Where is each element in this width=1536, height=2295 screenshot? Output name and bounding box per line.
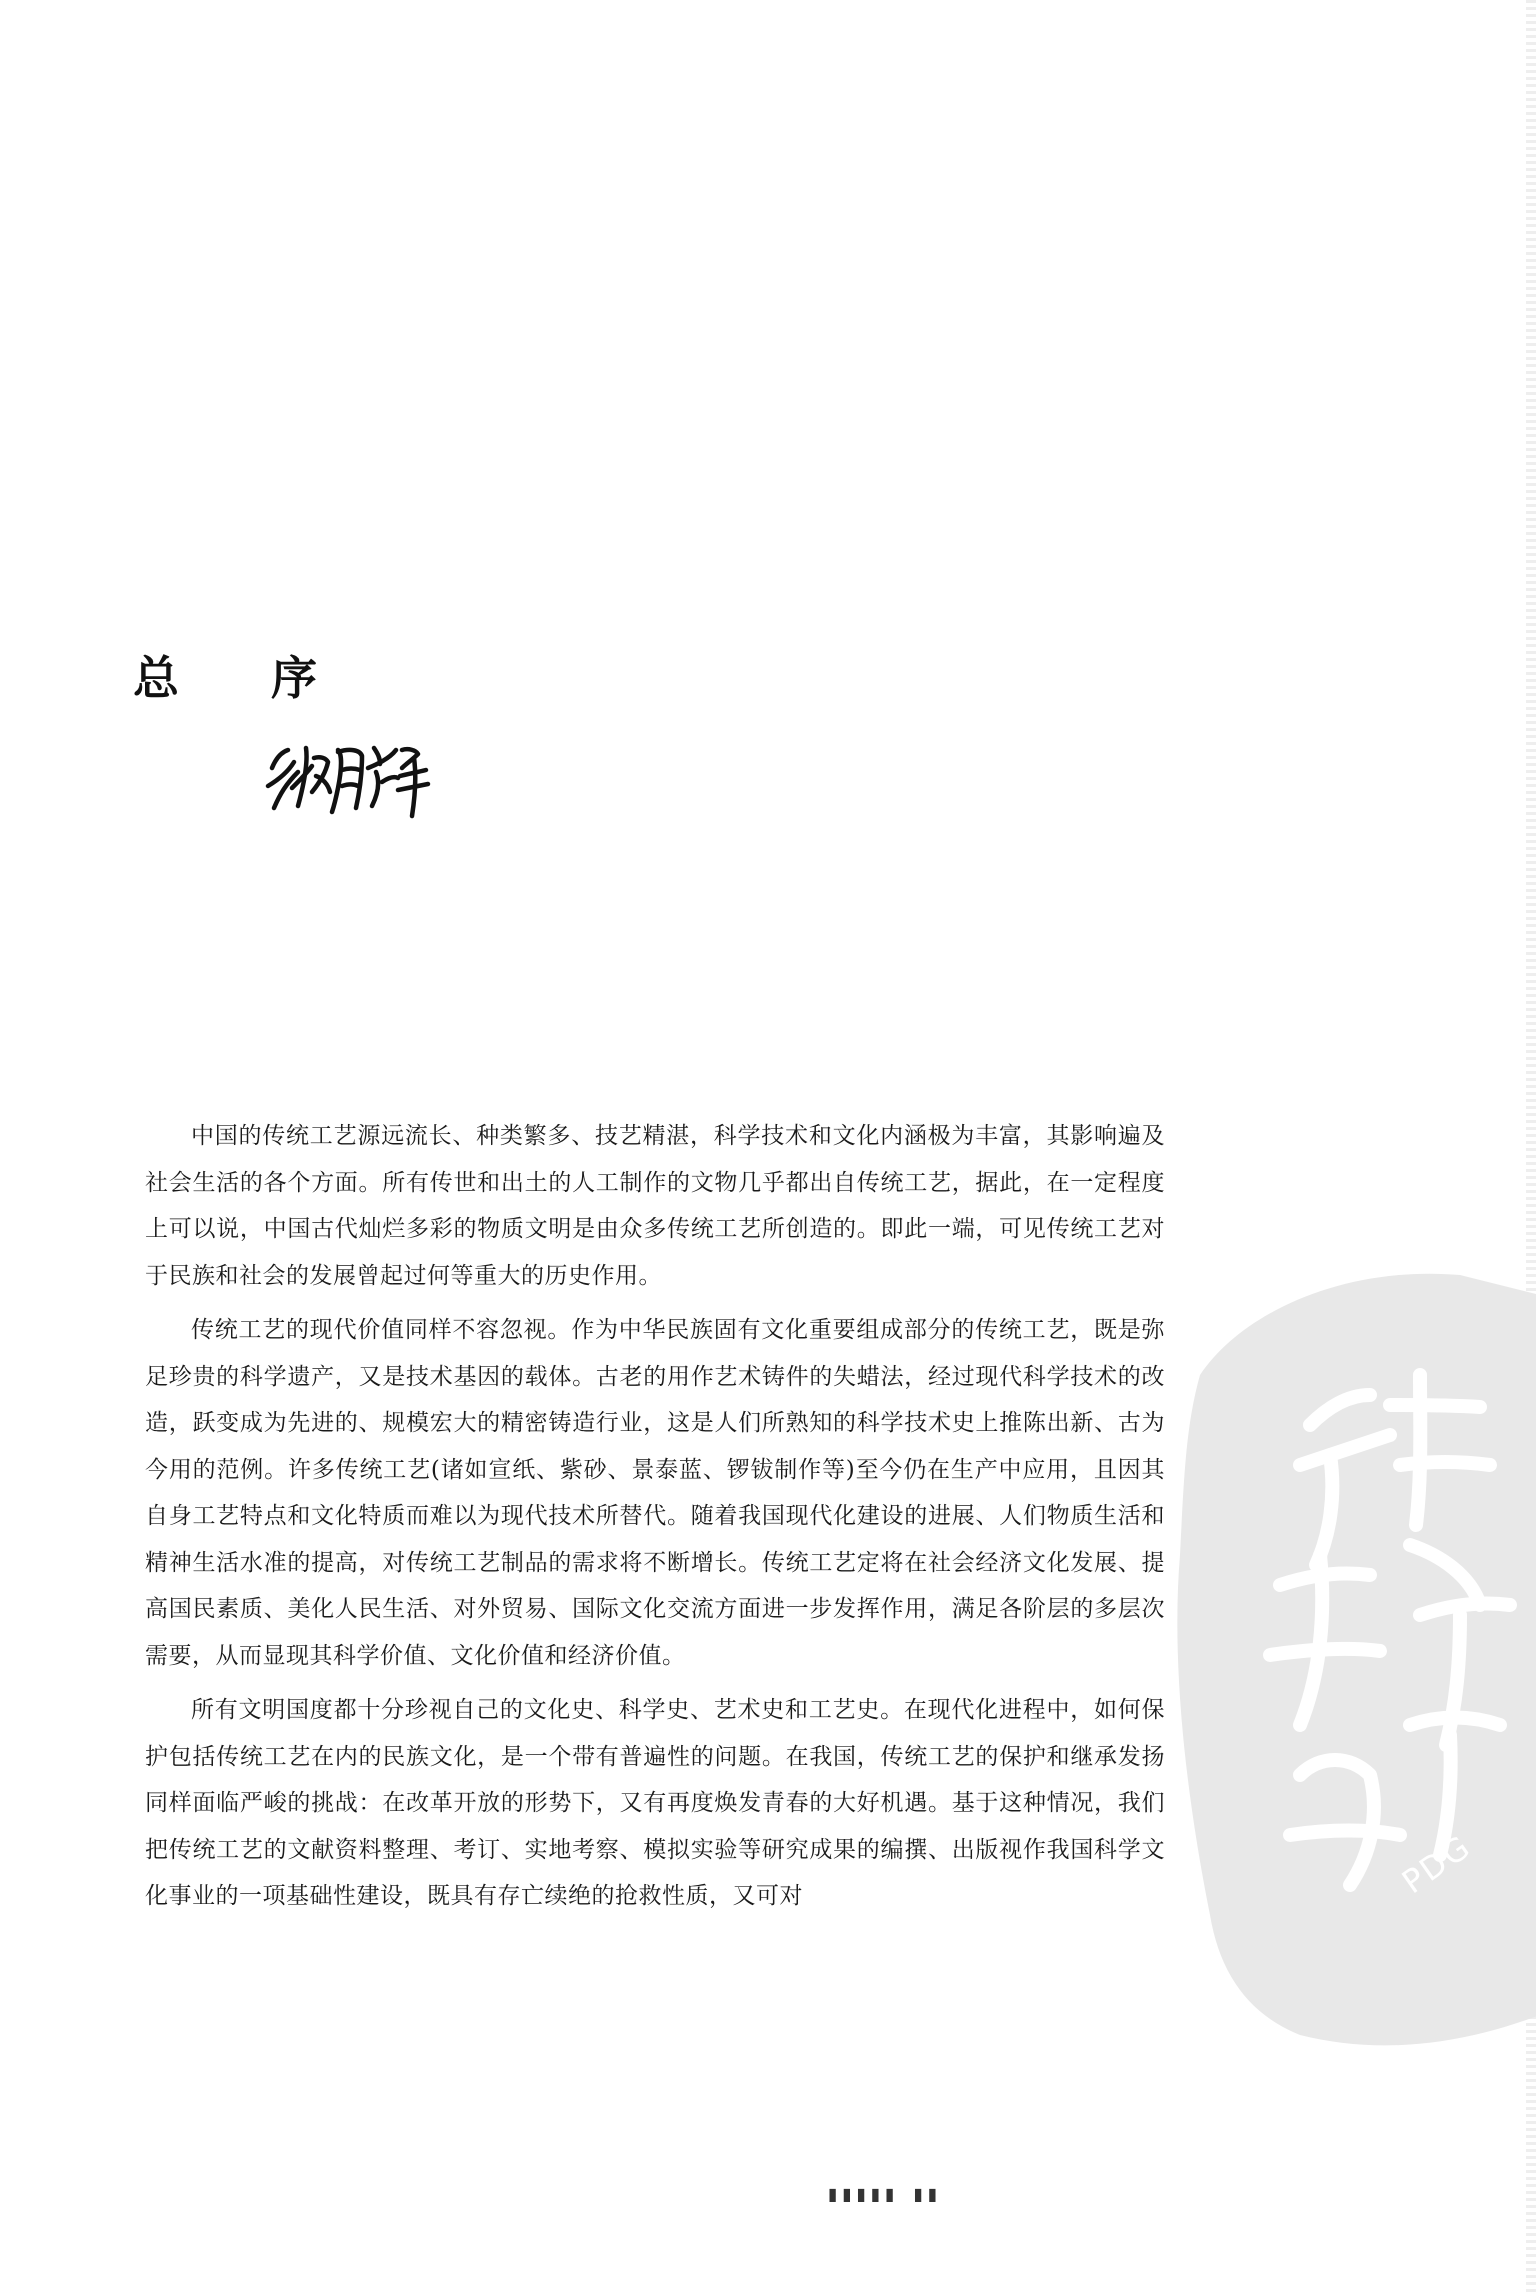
paragraph-2: 传统工艺的现代价值同样不容忽视。作为中华民族固有文化重要组成部分的传统工艺，既是弥足珍贵的科学遗产，又是技术基因的载体。古老的用作艺术铸件的失蜡法，经过现代科学技术的改造，跃变成为先进的、规模宏大的精密铸造行业，这是人们所熟知的科学技术史上推陈出新、古为今用的范例。许多传统工艺(诸如宣纸、紫砂、景泰蓝、锣钹制作等)至今仍在生产中应用，且因其自身工艺特点和文化特质而难以为现代技术所替代。随着我国现代化建设的进展、人们物质生活和精神生活水准的提高，对传统工艺制品的需求将不断增长。传统工艺定将在社会经济文化发展、提高国民素质、美化人民生活、对外贸易、国际文化交流方面进一步发挥作用，满足各阶层的多层次需要，从而显现其科学价值、文化价值和经济价值。 [145, 1317, 1165, 1669]
page-title: 总 序 [133, 651, 356, 705]
paragraph-3: 所有文明国度都十分珍视自己的文化史、科学史、艺术史和工艺史。在现代化进程中，如何保护包括传统工艺在内的民族文化，是一个带有普遍性的问题。在我国，传统工艺的保护和继承发扬同样面临严峻的挑战：在改革开放的形势下，又有再度焕发青春的大好机遇。基于这种情况，我们把传统工艺的文献资料整理、考订、实地考察、模拟实验等研究成果的编撰、出版视作我国科学文化事业的一项基础性建设，既具有存亡续绝的抢救性质，又可对 [145, 1697, 1165, 1909]
preface-body [145, 1113, 1165, 1928]
watermark-label: PDG [1395, 1827, 1479, 1902]
signature [262, 728, 437, 820]
paragraph-1: 中国的传统工艺源远流长、种类繁多、技艺精湛，科学技术和文化内涵极为丰富，其影响遍及社会生活的各个方面。所有传世和出土的人工制作的文物几乎都出自传统工艺，据此，在一定程度上可以说，中国古代灿烂多彩的物质文明是由众多传统工艺所创造的。即此一端，可见传统工艺对于民族和社会的发展曾起过何等重大的历史作用。 [145, 1123, 1165, 1289]
page-footer-mark: ▮▮▮▮▮ ▮▮ [826, 2182, 940, 2207]
signature-image [262, 728, 437, 820]
library-seal-watermark [1160, 1255, 1536, 2055]
